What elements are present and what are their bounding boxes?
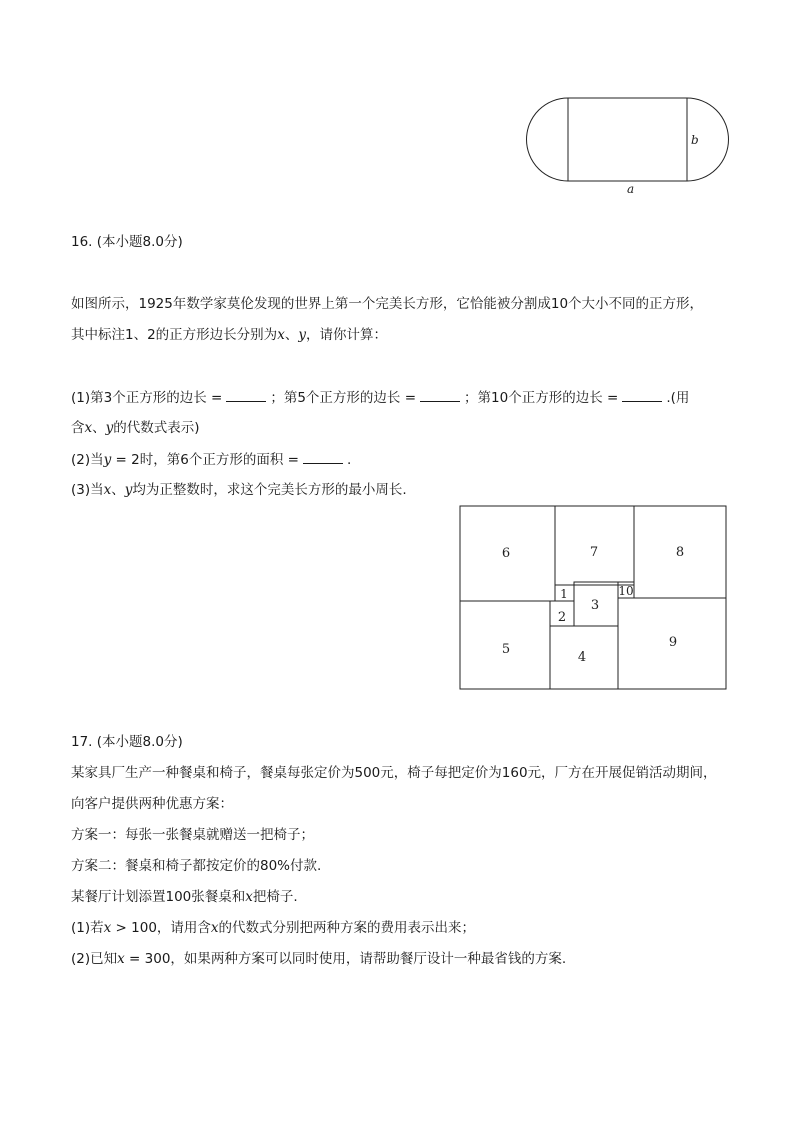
- q16-p1-c: ；第10个正方形的边长 =: [464, 390, 619, 406]
- label-square-9: 9: [668, 635, 678, 650]
- var-x: x: [84, 420, 93, 436]
- q16-p1-line2-pre: 含: [71, 420, 85, 436]
- label-square-7: 7: [589, 545, 599, 560]
- label-square-10: 10: [618, 584, 634, 598]
- q16-p2-pre: (2)当: [71, 452, 104, 468]
- sep: 、: [111, 482, 125, 498]
- q17-line5: [71, 888, 298, 906]
- answer-blank-area6[interactable]: [303, 450, 343, 464]
- label-square-1: 1: [560, 587, 568, 601]
- q16-p1-b: ；第5个正方形的边长 =: [270, 390, 417, 406]
- answer-blank-3[interactable]: [226, 388, 266, 402]
- q17-header: 17. (本小题8.0分): [71, 734, 183, 750]
- q17-line4: 方案二：餐桌和椅子都按定价的80%付款.: [71, 858, 322, 874]
- q16-p1-a: (1)第3个正方形的边长 =: [71, 390, 223, 406]
- var-y: y: [103, 452, 112, 468]
- var-x: x: [277, 327, 285, 343]
- answer-blank-5[interactable]: [420, 388, 460, 402]
- q17-line2: 向客户提供两种优惠方案：: [71, 796, 233, 812]
- q16-p1-d: .(用: [666, 390, 690, 406]
- sep: 、: [284, 327, 299, 343]
- q17-line3: 方案一：每张一张餐桌就赠送一把椅子；: [71, 827, 314, 843]
- var-y: y: [105, 420, 114, 436]
- perfect-rectangle-figure: [458, 505, 730, 692]
- q17-line5-post: 把椅子.: [252, 889, 298, 905]
- q17-line1: 某家具厂生产一种餐桌和椅子，餐桌每张定价为500元，椅子每把定价为160元，厂方在开展促销活动期间，: [71, 765, 717, 781]
- label-square-4: 4: [577, 650, 587, 665]
- var-x: x: [103, 920, 112, 936]
- q17-p1-pre: (1)若: [71, 920, 104, 936]
- sep: 、: [92, 420, 106, 436]
- label-b: b: [691, 133, 699, 147]
- q16-part3: [71, 481, 407, 499]
- var-y: y: [124, 482, 133, 498]
- q16-intro-line2: [71, 326, 387, 344]
- label-square-2: 2: [557, 610, 567, 625]
- q17-line5-pre: 某餐厅计划添置100张餐桌和: [71, 889, 246, 905]
- q17-p1-cond: > 100，请用含: [111, 920, 211, 936]
- label-a: a: [627, 182, 635, 196]
- var-x: x: [117, 951, 125, 967]
- answer-blank-10[interactable]: [622, 388, 662, 402]
- q16-p3-pre: (3)当: [71, 482, 104, 498]
- var-x: x: [210, 920, 219, 936]
- q16-part1-line1: [71, 388, 689, 407]
- q16-p2-eq: = 2时，第6个正方形的面积 =: [111, 452, 299, 468]
- label-square-6: 6: [501, 546, 511, 561]
- q17-part1: [71, 919, 475, 937]
- q17-part2: [71, 950, 566, 968]
- q16-p1-line2-post: 的代数式表示): [113, 420, 200, 436]
- q17-p2-pre: (2)已知: [71, 951, 118, 967]
- label-square-8: 8: [675, 545, 685, 560]
- label-square-5: 5: [501, 642, 511, 657]
- q16-intro2-post: ，请你计算：: [305, 327, 387, 343]
- var-y: y: [298, 327, 306, 343]
- q16-intro-line1: 如图所示，1925年数学家莫伦发现的世界上第一个完美长方形，它恰能被分割成10个大小不同的正方形，: [71, 296, 704, 312]
- stadium-figure: [520, 92, 735, 200]
- q17-p2-post: = 300，如果两种方案可以同时使用，请帮助餐厅设计一种最省钱的方案.: [124, 951, 567, 967]
- var-x: x: [103, 482, 112, 498]
- q16-part1-line2: [71, 419, 200, 437]
- label-square-3: 3: [590, 598, 600, 613]
- q16-part2: [71, 450, 351, 469]
- q16-intro2-pre: 其中标注1、2的正方形边长分别为: [71, 327, 278, 343]
- q17-p1-post: 的代数式分别把两种方案的费用表示出来；: [218, 920, 476, 936]
- q16-header: 16. (本小题8.0分): [71, 234, 183, 250]
- var-x: x: [245, 889, 253, 905]
- q16-p3-post: 均为正整数时，求这个完美长方形的最小周长.: [132, 482, 407, 498]
- q16-p2-end: .: [346, 452, 352, 468]
